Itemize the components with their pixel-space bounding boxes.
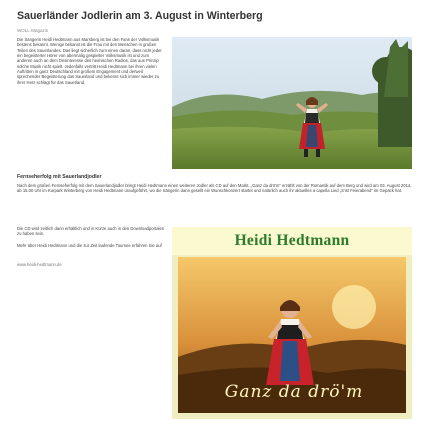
section-heading: Fernseherfolg mit Sauerlandjodler xyxy=(17,174,102,180)
article-source: WOLL-Magazin xyxy=(17,28,49,33)
article-paragraph: Die CD wird zeitlich dann erhältlich und in Kürze auch in den Downloadportalen zu haben sein. xyxy=(17,226,165,237)
article-paragraph: Nach dem großen Fernseherfolg mit dem Sauerlandjodler bringt Heidi Hedtmann einen weiteren Jodler als CD auf den Markt. „Ganz da drö'm“ erzählt von der Romantik auf dem Berg und wird am 03. August 2014, ab 15.00 Uhr im Kurpark Winterberg von Heidi Hedtmann uraufgeführt, wo die Sängerin dann gesellt ein Wunschkonzert startet und natürlich auch ihr aktuelles a capella Lied „S'ist Feierabend“ im Gepäck hat. xyxy=(17,183,412,194)
cd-cover xyxy=(172,227,412,419)
article-title: Sauerländer Jodlerin am 3. August in Winterberg xyxy=(17,10,263,22)
cover-artist-name: Heidi Hedtmann xyxy=(234,232,350,249)
cover-header xyxy=(172,227,412,255)
article-paragraph: Die Sängerin Heidi Hedtmann aus Marsberg ist bei den Fans der Volksmusik bestens bekannt. Wenige bekannt ist die Frau mit den Menschen in großen Teilen des Sauerlandes. Das liegt sicherlich zum einen daran, dass nicht jeder ein begeisterter Hörer von abermalig gespielter Volksmusik ist und zum anderen auch an dem Desinteresse des heimischen Radios, das aus Prinzip solche Musik nicht spielt. Jedenfalls vertritt Heidi Hedtmann bei ihren vielen Auftritten in ganz Deutschland mit großem Engagement und derweil sprechender Begeisterung das Sauerland und bekennt sich immer wieder zu ihrer Herz schlägt für das Sauerland. xyxy=(17,37,162,85)
website-link[interactable]: www.heidi-hedtmann.de xyxy=(17,262,62,267)
singer-landscape-photo xyxy=(172,37,412,169)
cover-album-title: Ganz da drö'm xyxy=(224,382,364,402)
article-paragraph: Mehr über Heidi Hedtmann und die zur Zeit laufende Tournee erfahren Sie auf xyxy=(17,243,162,248)
